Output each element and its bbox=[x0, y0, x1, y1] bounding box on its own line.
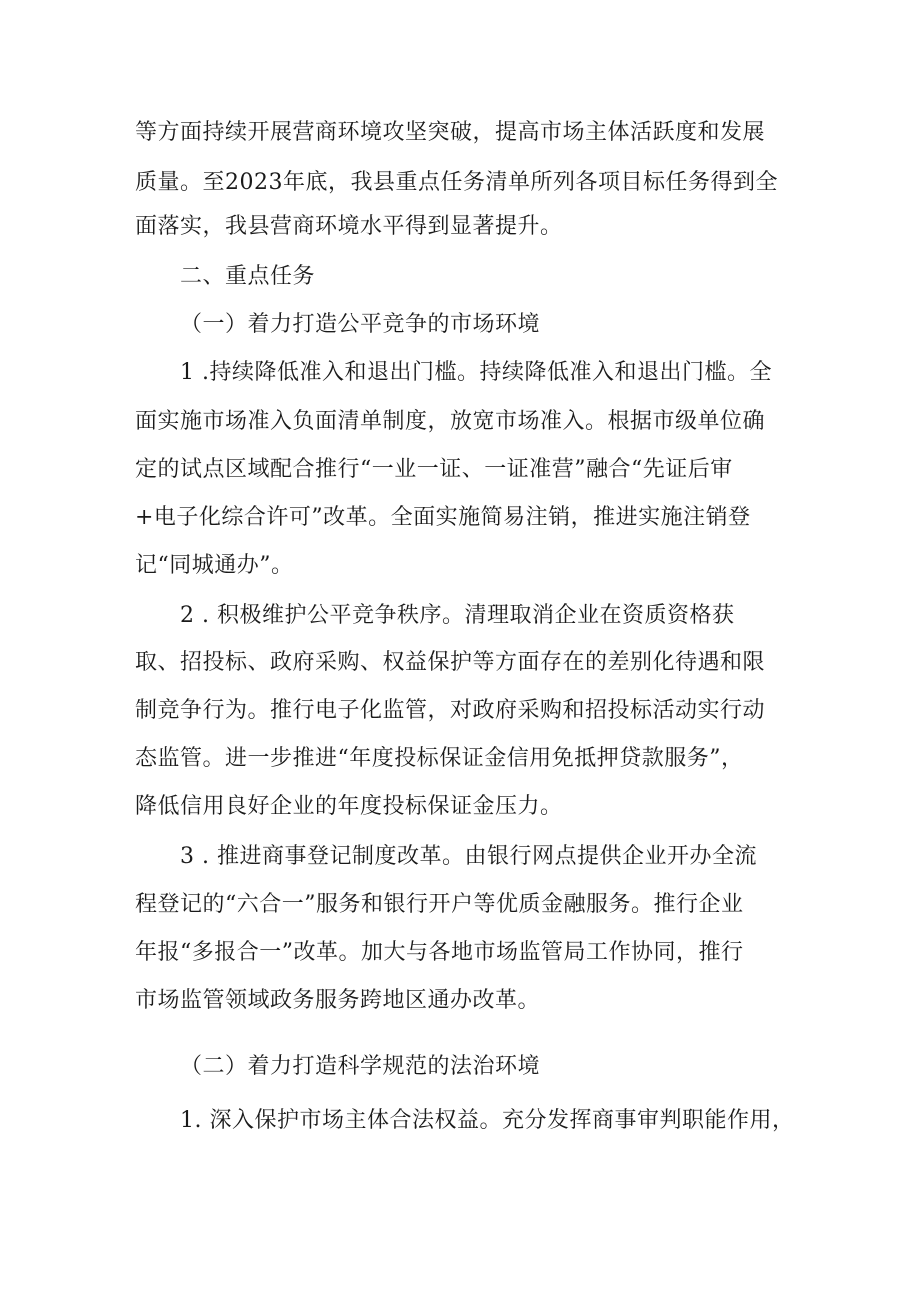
body-paragraph-line: 市场监管领域政务服务跨地区通办改革。 bbox=[135, 988, 541, 1013]
body-paragraph-line: +电子化综合许可”改革。全面实施简易注销，推进实施注销登 bbox=[135, 505, 751, 530]
body-paragraph-line: 降低信用良好企业的年度投标保证金压力。 bbox=[135, 794, 563, 819]
body-paragraph-line: 取、招投标、政府采购、权益保护等方面存在的差别化待遇和限 bbox=[135, 650, 766, 675]
body-paragraph-line: 制竞争行为。推行电子化监管，对政府采购和招投标活动实行动 bbox=[135, 698, 766, 723]
body-paragraph-line: 3 . 推进商事登记制度改革。由银行网点提供企业开办全流 bbox=[180, 844, 757, 869]
body-paragraph-line: 面落实，我县营商环境水平得到显著提升。 bbox=[135, 214, 563, 239]
body-paragraph-line: 1 .持续降低准入和退出门槛。持续降低准入和退出门槛。全 bbox=[180, 360, 772, 385]
subsection-heading: （二）着力打造科学规范的法治环境 bbox=[180, 1054, 541, 1079]
body-paragraph-line: 2 . 积极维护公平竞争秩序。清理取消企业在资质资格获 bbox=[180, 603, 735, 628]
body-paragraph-line: 1. 深入保护市场主体合法权益。充分发挥商事审判职能作用， bbox=[180, 1108, 795, 1133]
section-heading: 二、重点任务 bbox=[180, 264, 316, 289]
body-paragraph-line: 质量。至2023年底，我县重点任务清单所列各项目标任务得到全 bbox=[135, 170, 778, 195]
body-paragraph-line: 面实施市场准入负面清单制度，放宽市场准入。根据市级单位确 bbox=[135, 409, 766, 434]
body-paragraph-line: 记“同城通办”。 bbox=[135, 553, 294, 578]
subsection-heading: （一）着力打造公平竞争的市场环境 bbox=[180, 312, 541, 337]
body-paragraph-line: 年报“多报合一”改革。加大与各地市场监管局工作协同，推行 bbox=[135, 940, 744, 965]
body-paragraph-line: 程登记的“六合一”服务和银行开户等优质金融服务。推行企业 bbox=[135, 892, 744, 917]
body-paragraph-line: 定的试点区域配合推行“一业一证、一证准营”融合“先证后审 bbox=[135, 457, 733, 482]
body-paragraph-line: 等方面持续开展营商环境攻坚突破，提高市场主体活跃度和发展 bbox=[135, 120, 766, 145]
body-paragraph-line: 态监管。进一步推进“年度投标保证金信用免抵押贷款服务”， bbox=[135, 746, 744, 771]
